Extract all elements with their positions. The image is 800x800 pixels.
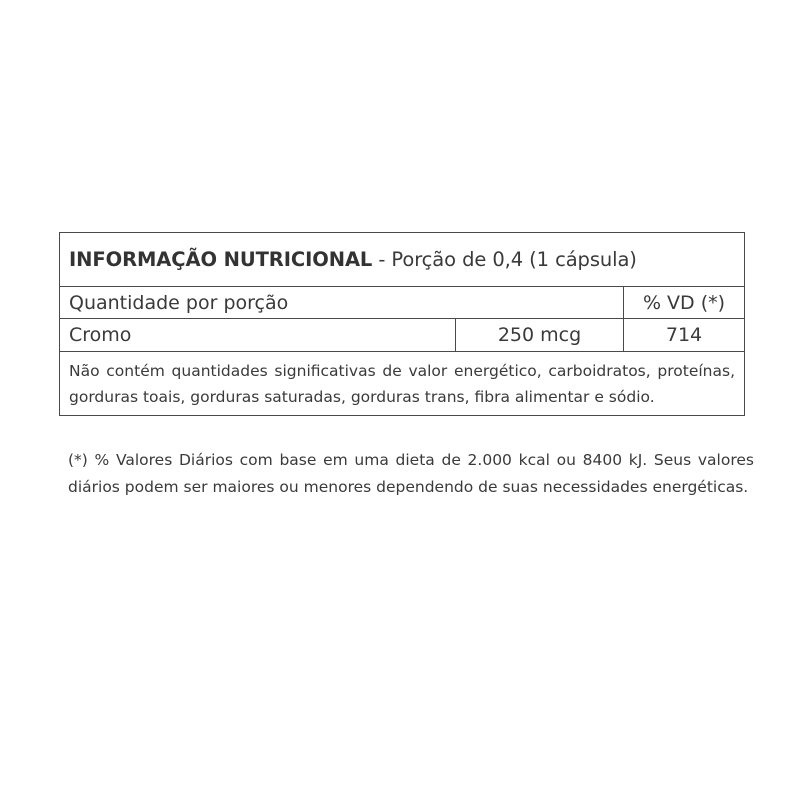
nutrition-title-row bbox=[60, 233, 744, 287]
quantity-per-serving-header: Quantidade por porção bbox=[69, 291, 289, 314]
nutrition-facts-table bbox=[59, 232, 745, 416]
nutrient-amount: 250 mcg bbox=[455, 319, 623, 351]
nutrition-title: INFORMAÇÃO NUTRICIONAL bbox=[69, 248, 373, 271]
table-row bbox=[60, 319, 744, 352]
serving-size-text: - Porção de 0,4 (1 cápsula) bbox=[372, 248, 637, 271]
nutrient-daily-value: 714 bbox=[623, 319, 744, 351]
daily-value-header: % VD (*) bbox=[623, 287, 744, 318]
insignificant-amounts-note: Não contém quantidades significativas de valor energético, carboidratos, proteínas, gorduras toais, gorduras saturadas, gorduras trans, fibra alimentar e sódio. bbox=[69, 362, 735, 406]
nutrient-name: Cromo bbox=[69, 324, 132, 346]
daily-values-footnote: (*) % Valores Diários com base em uma dieta de 2.000 kcal ou 8400 kJ. Seus valores diários podem ser maiores ou menores dependendo de suas necessidades energéticas. bbox=[68, 451, 754, 496]
table-header-row bbox=[60, 287, 744, 319]
